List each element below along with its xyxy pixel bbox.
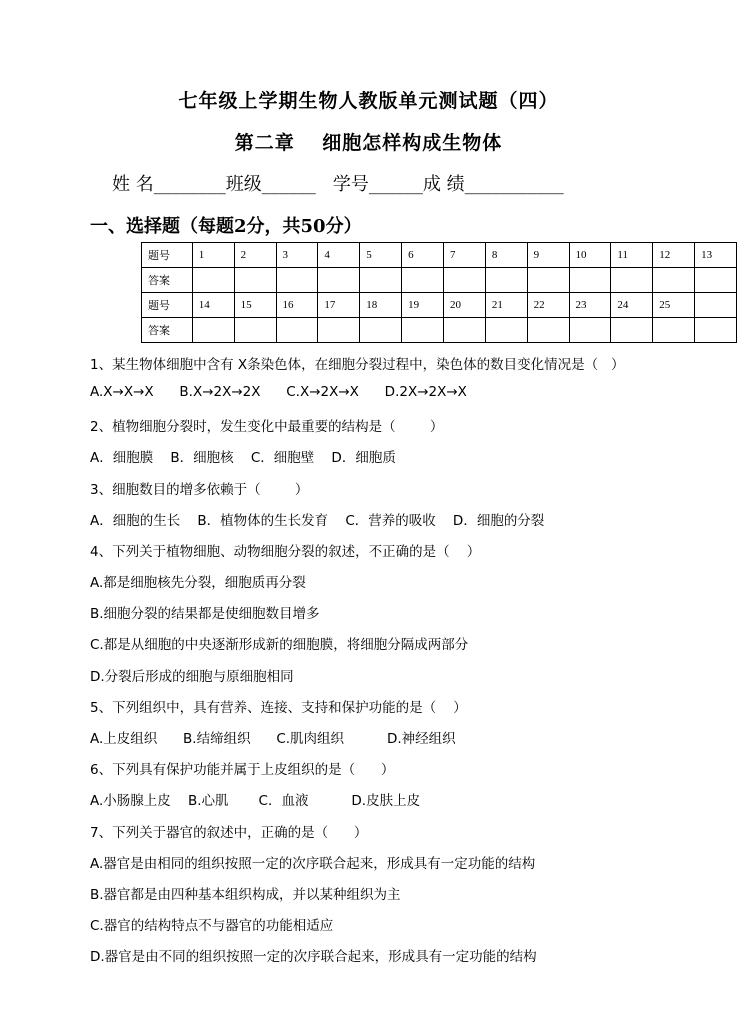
answer-cell[interactable] [276,268,318,293]
question-number-cell: 12 [653,243,695,268]
answer-cell[interactable] [695,318,737,343]
question-number-cell: 2 [234,243,276,268]
answer-grid-answer-row-1 [142,268,737,293]
question-2-options: A．细胞膜 B．细胞核 C．细胞壁 D．细胞质 [90,450,396,466]
number-row-label: 题号 [142,293,193,318]
chapter-subtitle: 第二章 细胞怎样构成生物体 [234,132,503,154]
answer-grid [141,242,737,343]
question-1-options: A.X→X→X B.X→2X→2X C.X→2X→X D.2X→2X→X [90,384,467,400]
question-7-option-b: B.器官都是由四种基本组织构成，并以某种组织为主 [90,887,401,903]
answer-cell[interactable] [234,318,276,343]
answer-row-label: 答案 [142,268,193,293]
answer-grid-number-row-2 [142,293,737,318]
question-number-cell: 21 [485,293,527,318]
answer-cell[interactable] [443,268,485,293]
answer-cell[interactable] [527,318,569,343]
question-number-cell: 24 [611,293,653,318]
question-number-cell: 23 [569,293,611,318]
answer-cell[interactable] [192,268,234,293]
answer-row-label: 答案 [142,318,193,343]
question-number-cell: 5 [360,243,402,268]
answer-cell[interactable] [402,268,444,293]
question-number-cell: 17 [318,293,360,318]
question-number-cell: 19 [402,293,444,318]
question-5-stem: 5、下列组织中，具有营养、连接、支持和保护功能的是（ ） [90,700,467,716]
answer-cell[interactable] [360,268,402,293]
question-number-cell: 16 [276,293,318,318]
question-number-cell: 9 [527,243,569,268]
question-number-cell: 7 [443,243,485,268]
answer-cell[interactable] [485,268,527,293]
question-number-cell: 8 [485,243,527,268]
question-3-stem: 3、细胞数目的增多依赖于（ ） [90,482,309,498]
question-3-options: A．细胞的生长 B．植物体的生长发育 C．营养的吸收 D．细胞的分裂 [90,513,545,529]
question-number-cell: 13 [695,243,737,268]
answer-cell[interactable] [485,318,527,343]
question-number-cell: 15 [234,293,276,318]
question-number-cell: 6 [402,243,444,268]
answer-cell[interactable] [569,318,611,343]
answer-cell[interactable] [402,318,444,343]
question-number-cell: 1 [192,243,234,268]
question-number-cell: 3 [276,243,318,268]
answer-cell[interactable] [569,268,611,293]
question-number-cell: 25 [653,293,695,318]
answer-cell[interactable] [318,318,360,343]
question-4-stem: 4、下列关于植物细胞、动物细胞分裂的叙述，不正确的是（ ） [90,544,481,560]
answer-cell[interactable] [192,318,234,343]
question-5-options: A.上皮组织 B.结缔组织 C.肌肉组织 D.神经组织 [90,731,456,747]
section-heading: 一、选择题（每题2分，共50分） [90,216,362,237]
answer-cell[interactable] [234,268,276,293]
question-2-stem: 2、植物细胞分裂时，发生变化中最重要的结构是（ ） [90,419,444,435]
question-7-option-a: A.器官是由相同的组织按照一定的次序联合起来，形成具有一定功能的结构 [90,856,536,872]
answer-cell[interactable] [527,268,569,293]
answer-cell[interactable] [611,268,653,293]
answer-grid-answer-row-2 [142,318,737,343]
answer-cell[interactable] [695,268,737,293]
question-7-option-c: C.器官的结构特点不与器官的功能相适应 [90,918,334,934]
answer-cell[interactable] [611,318,653,343]
question-7-option-d: D.器官是由不同的组织按照一定的次序联合起来，形成具有一定功能的结构 [90,949,537,965]
question-number-cell: 10 [569,243,611,268]
answer-cell[interactable] [653,268,695,293]
answer-cell[interactable] [318,268,360,293]
question-number-cell: 22 [527,293,569,318]
number-row-label: 题号 [142,243,193,268]
question-6-stem: 6、下列具有保护功能并属于上皮组织的是（ ） [90,762,395,778]
question-6-options: A.小肠腺上皮 B.心肌 C．血液 D.皮肤上皮 [90,793,421,809]
question-number-cell: 4 [318,243,360,268]
question-4-option-b: B.细胞分裂的结果都是使细胞数目增多 [90,606,320,622]
question-4-option-d: D.分裂后形成的细胞与原细胞相同 [90,669,294,685]
question-1-stem: 1、某生物体细胞中含有 X条染色体，在细胞分裂过程中，染色体的数目变化情况是（ ） [90,357,625,373]
question-number-cell [695,293,737,318]
question-number-cell: 18 [360,293,402,318]
student-info-line: 姓 名________班级______ 学号______成 绩___________ [112,174,564,195]
answer-cell[interactable] [360,318,402,343]
question-4-option-a: A.都是细胞核先分裂，细胞质再分裂 [90,575,306,591]
answer-cell[interactable] [653,318,695,343]
question-7-stem: 7、下列关于器官的叙述中，正确的是（ ） [90,825,368,841]
answer-cell[interactable] [443,318,485,343]
question-number-cell: 20 [443,293,485,318]
answer-cell[interactable] [276,318,318,343]
question-4-option-c: C.都是从细胞的中央逐渐形成新的细胞膜，将细胞分隔成两部分 [90,637,469,653]
question-number-cell: 11 [611,243,653,268]
exam-title: 七年级上学期生物人教版单元测试题（四） [178,90,559,112]
answer-grid-number-row-1 [142,243,737,268]
question-number-cell: 14 [192,293,234,318]
